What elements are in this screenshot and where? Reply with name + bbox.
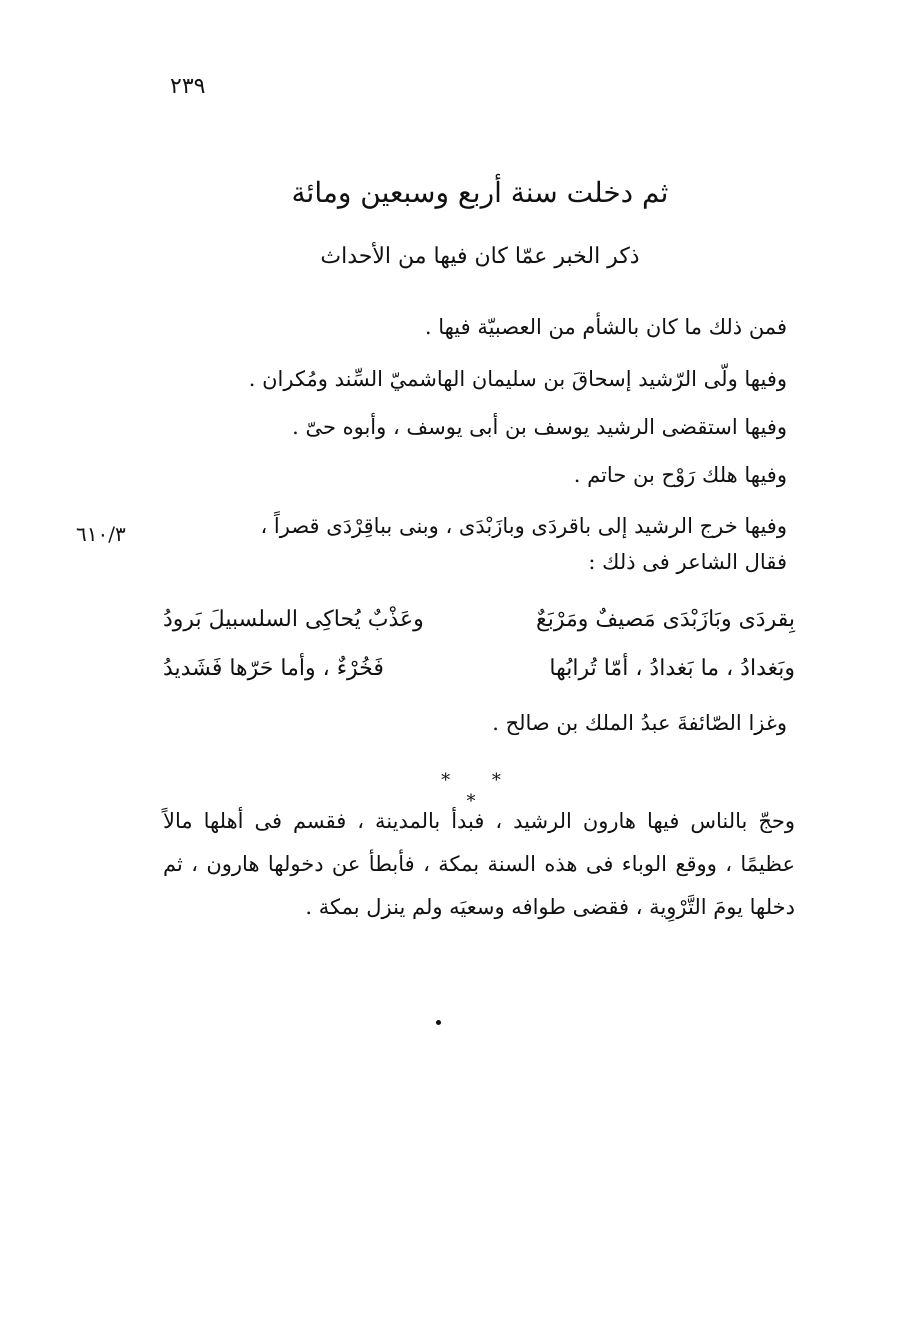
text-line-4: وفيها هلك رَوْح بن حاتم . [573,463,787,487]
chapter-title: ثم دخلت سنة أربع وسبعين ومائة [291,176,669,209]
verse-hemistich-second: فَخُرْءٌ ، وأما حَرّها فَشَديدُ [163,656,384,681]
paragraph: وحجّ بالناس فيها هارون الرشيد ، فبدأ بالمدينة ، فقسم فى أهلها مالاً عظيمًا ، ووقع الوباء فى هذه السنة بمكة ، فأبطأ عن دخولها هارون ، ثم دخلها يومَ التَّرْوِية ، فقضى طوافه وسعيَه ولم ينزل بمكة . [163,809,795,919]
section-separator: * * * [441,770,519,812]
section-subtitle: ذكر الخبر عمّا كان فيها من الأحداث [320,244,640,269]
verse-hemistich-first: وبَغدادُ ، ما بَغدادُ ، أمّا تُرابُها [549,656,795,681]
verse-hemistich-first: بِقردَى وبَازَبْدَى مَصيفٌ ومَرْبَعٌ [535,607,795,632]
page-number: ٢٣٩ [170,74,206,99]
margin-reference: ٦١٠/٣ [76,522,126,546]
text-line-3: وفيها استقضى الرشيد يوسف بن أبى يوسف ، وأبوه حىّ . [292,415,787,439]
verse-line-1 [163,603,795,637]
text-line-after-verse: وغزا الصّائفةَ عبدُ الملك بن صالح . [492,711,787,735]
verse-hemistich-second: وعَذْبٌ يُحاكِى السلسبيلَ بَرودُ [163,607,424,632]
text-line-6: فقال الشاعر فى ذلك : [588,550,787,574]
text-line-1: فمن ذلك ما كان بالشأم من العصبيّة فيها . [424,315,787,339]
page-mark [436,1020,441,1025]
text-line-5: وفيها خرج الرشيد إلى باقردَى وبازَبْدَى ، وبنى بباقِرْدَى قصراً ، [260,514,787,538]
verse-line-2 [163,652,795,686]
text-line-2: وفيها ولّى الرّشيد إسحاقَ بن سليمان الهاشميّ السِّند ومُكران . [248,367,787,391]
